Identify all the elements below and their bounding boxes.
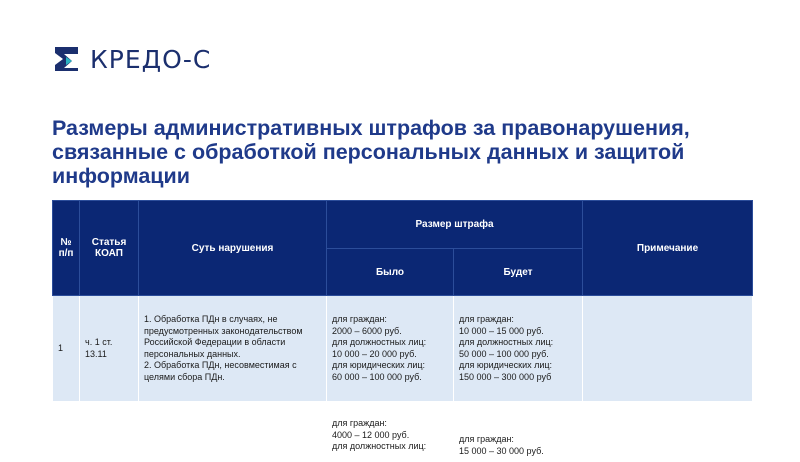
fine-line: для юридических лиц: <box>332 360 426 370</box>
fine-line: для юридических лиц: <box>459 360 553 370</box>
row-num: 1 <box>53 296 80 402</box>
fine-line: для граждан: <box>459 434 514 444</box>
row-will-be <box>454 296 583 402</box>
row-will-be <box>454 402 583 462</box>
header-article: Статья КОАП <box>80 201 139 296</box>
row-was <box>327 296 454 402</box>
table-row <box>53 296 753 402</box>
fine-line: для граждан: <box>332 418 387 428</box>
fine-line: для граждан: <box>459 314 514 324</box>
fine-line: для должностных лиц: <box>459 337 554 347</box>
fine-line: 10 000 – 15 000 руб. <box>459 325 544 336</box>
essence-item: 1. Обработка ПДн в случаях, не предусмотренных законодательством Российской Федерации в области персональных данных. <box>144 314 303 359</box>
fine-line: для должностных лиц: <box>332 441 427 451</box>
fine-line: 15 000 – 30 000 руб. <box>459 445 544 456</box>
fine-line: для граждан: <box>332 314 387 324</box>
row-note <box>583 296 753 402</box>
fine-line: 2000 – 6000 руб. <box>332 325 402 336</box>
header-num: № п/п <box>53 201 80 296</box>
row-essence <box>139 402 327 462</box>
logo-mark-icon <box>52 44 82 74</box>
fine-line: 50 000 – 100 000 руб. <box>459 348 549 359</box>
row-article <box>80 402 139 462</box>
fine-line: для должностных лиц: <box>332 337 427 347</box>
fine-line: 60 000 – 100 000 руб. <box>332 371 422 382</box>
fine-line: 4000 – 12 000 руб. <box>332 429 410 440</box>
row-num <box>53 402 80 462</box>
logo <box>52 43 211 75</box>
row-note <box>583 402 753 462</box>
page-title: Размеры административных штрафов за правонарушения, связанные с обработкой персональных данных и защитой информации <box>52 116 690 188</box>
essence-item: 2. Обработка ПДн, несовместимая с целями сбора ПДн. <box>144 360 297 382</box>
fine-line: 10 000 – 20 000 руб. <box>332 348 417 359</box>
header-fine-size: Размер штрафа <box>327 201 583 249</box>
table-row <box>53 402 753 462</box>
header-will-be: Будет <box>454 249 583 296</box>
fines-table <box>52 200 753 462</box>
logo-text: КРЕДО-С <box>90 44 212 74</box>
row-article: ч. 1 ст. 13.11 <box>80 296 139 402</box>
header-essence: Суть нарушения <box>139 201 327 296</box>
header-was: Было <box>327 249 454 296</box>
row-essence <box>139 296 327 402</box>
header-note: Примечание <box>583 201 753 296</box>
row-was <box>327 402 454 462</box>
fine-line: 150 000 – 300 000 руб <box>459 371 552 382</box>
